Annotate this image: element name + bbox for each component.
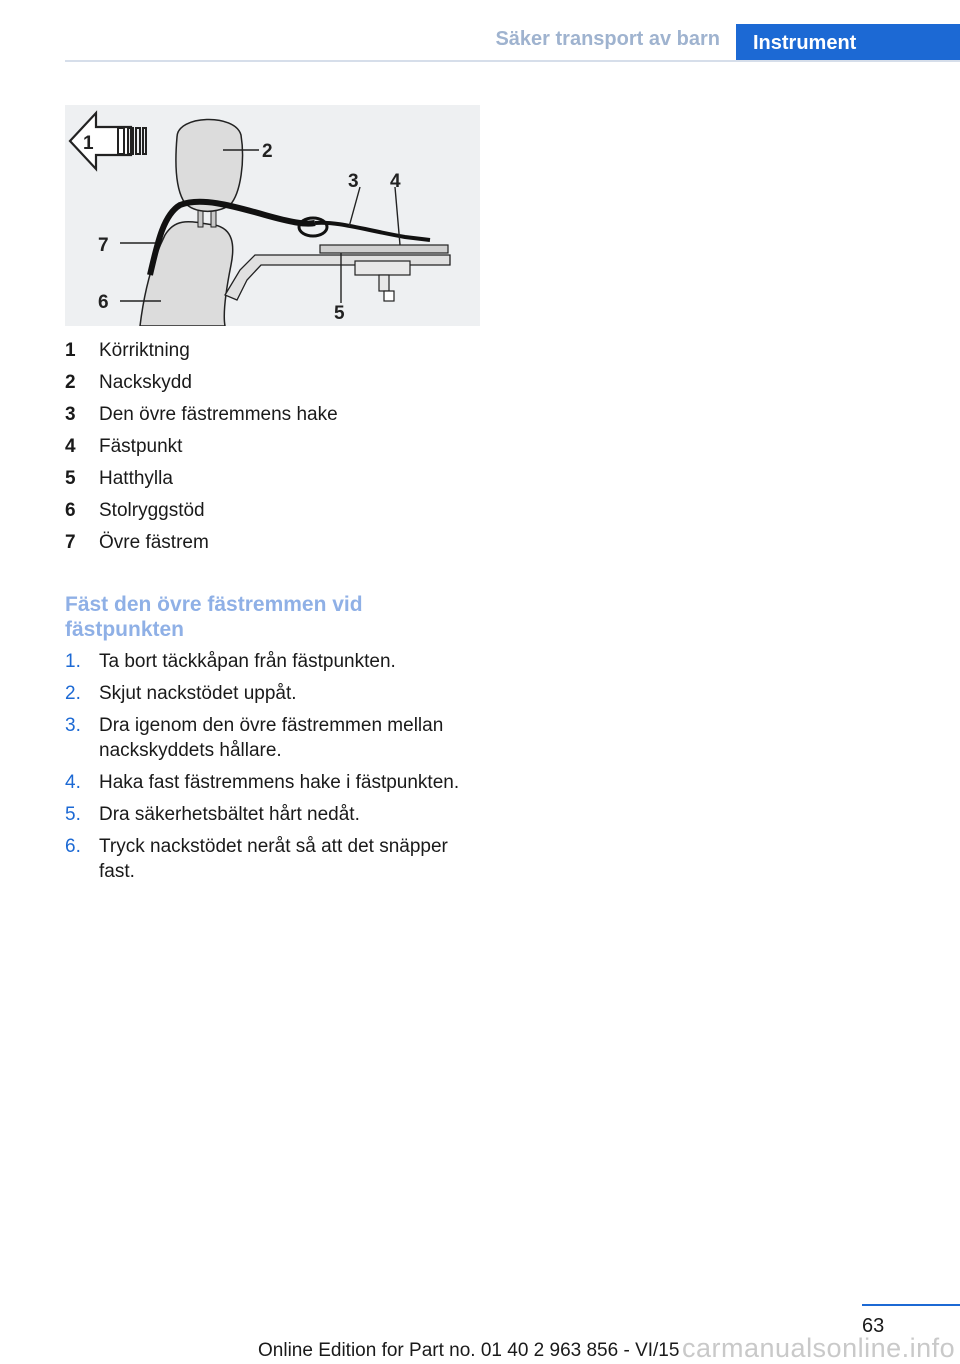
legend-item — [65, 369, 480, 401]
legend-item — [65, 497, 480, 529]
callout-2: 2 — [262, 141, 273, 162]
legend-item — [65, 433, 480, 465]
step-item — [65, 713, 485, 763]
step-number: 5. — [65, 804, 81, 825]
page-number: 63 — [862, 1315, 885, 1337]
header-tab-instrument[interactable] — [736, 24, 960, 62]
legend-number: 7 — [65, 532, 76, 553]
legend-label: Körriktning — [99, 340, 190, 361]
legend-item — [65, 337, 480, 369]
callout-1: 1 — [83, 133, 94, 154]
step-number: 4. — [65, 772, 81, 793]
callout-4: 4 — [390, 171, 401, 192]
watermark-text: carmanualsonline.info — [682, 1333, 956, 1363]
header-divider — [65, 60, 960, 62]
step-text: Dra säkerhetsbältet hårt nedåt. — [99, 804, 360, 825]
callout-3: 3 — [348, 171, 359, 192]
callout-5: 5 — [334, 303, 345, 324]
step-item — [65, 770, 485, 795]
legend-number: 3 — [65, 404, 76, 425]
footer-divider — [862, 1304, 960, 1306]
step-item — [65, 802, 485, 827]
step-number: 1. — [65, 651, 81, 672]
step-text: Dra igenom den övre fästremmen mellan nackskyddets hållare. — [99, 715, 444, 761]
legend-label: Den övre fästremmens hake — [99, 404, 338, 425]
step-item — [65, 681, 485, 706]
legend-label: Fästpunkt — [99, 436, 183, 457]
step-number: 2. — [65, 683, 81, 704]
step-item — [65, 649, 485, 674]
legend-label: Stolryggstöd — [99, 500, 205, 521]
step-text: Haka fast fästremmens hake i fästpunkten. — [99, 772, 460, 793]
headrest-shape — [176, 119, 243, 211]
legend-number: 5 — [65, 468, 76, 489]
legend-number: 1 — [65, 340, 76, 361]
parcel-shelf-shape — [225, 255, 450, 300]
legend-label: Hatthylla — [99, 468, 173, 489]
legend-number: 2 — [65, 372, 76, 393]
direction-arrow-icon — [70, 113, 146, 169]
legend-label: Övre fästrem — [99, 532, 209, 553]
legend-item — [65, 401, 480, 433]
header-tab-label: Instrument — [753, 32, 857, 54]
legend-number: 4 — [65, 436, 76, 457]
step-item — [65, 834, 485, 884]
legend-label: Nackskydd — [99, 372, 192, 393]
figure-legend — [65, 337, 480, 561]
seat-back-shape — [140, 222, 233, 326]
tether-strap-illustration — [65, 105, 480, 326]
footer-edition-text: Online Edition for Part no. 01 40 2 963 856 - VI/15 — [258, 1340, 680, 1361]
step-text: Tryck nackstödet neråt så att det snäpper fast. — [99, 836, 448, 882]
legend-item — [65, 465, 480, 497]
legend-item — [65, 529, 480, 561]
header-section-title: Säker transport av barn — [495, 28, 720, 50]
section-heading: Fäst den övre fästremmen vid fästpunkten — [65, 593, 363, 641]
callout-7: 7 — [98, 235, 109, 256]
step-number: 6. — [65, 836, 81, 857]
step-text: Skjut nackstödet uppåt. — [99, 683, 297, 704]
instruction-steps — [65, 649, 485, 891]
illustration-svg — [65, 105, 480, 326]
step-number: 3. — [65, 715, 81, 736]
legend-number: 6 — [65, 500, 76, 521]
step-text: Ta bort täckkåpan från fästpunkten. — [99, 651, 396, 672]
callout-6: 6 — [98, 292, 109, 313]
